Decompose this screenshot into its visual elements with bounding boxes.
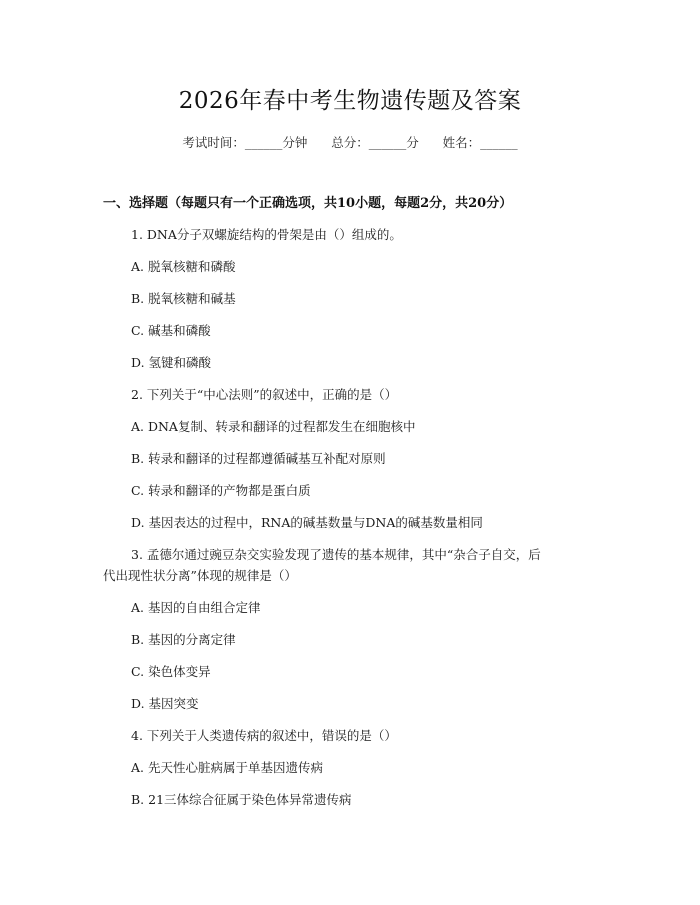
question-4-option-b: B. 21三体综合征属于染色体异常遗传病 [131,792,352,807]
exam-meta-line: 考试时间：______分钟 总分：______分 姓名：______ [182,135,518,150]
question-4-option-a: A. 先天性心脏病属于单基因遗传病 [131,760,323,775]
question-3-stem: 3. 孟德尔通过豌豆杂交实验发现了遗传的基本规律，其中“杂合子自交，后 [131,547,541,562]
question-3-option-c: C. 染色体变异 [131,664,211,679]
question-1-option-c: C. 碱基和磷酸 [131,323,211,338]
question-4-stem: 4. 下列关于人类遗传病的叙述中，错误的是（） [131,728,397,743]
question-1-stem: 1. DNA分子双螺旋结构的骨架是由（）组成的。 [131,227,402,242]
question-2-option-c: C. 转录和翻译的产物都是蛋白质 [131,483,311,498]
question-2-option-a: A. DNA复制、转录和翻译的过程都发生在细胞核中 [131,419,416,434]
question-1-option-a: A. 脱氧核糖和磷酸 [131,259,236,274]
question-3-option-b: B. 基因的分离定律 [131,632,236,647]
question-2-option-d: D. 基因表达的过程中，RNA的碱基数量与DNA的碱基数量相同 [131,515,483,530]
question-3-option-a: A. 基因的自由组合定律 [131,600,261,615]
section-heading: 一、选择题（每题只有一个正确选项，共10小题，每题2分，共20分） [103,196,513,211]
question-2-stem: 2. 下列关于“中心法则”的叙述中，正确的是（） [131,387,398,402]
question-2-option-b: B. 转录和翻译的过程都遵循碱基互补配对原则 [131,451,386,466]
question-3-option-d: D. 基因突变 [131,696,199,711]
question-3-stem-continued: 代出现性状分离”体现的规律是（） [103,568,297,583]
question-1-option-b: B. 脱氧核糖和碱基 [131,291,236,306]
question-1-option-d: D. 氢键和磷酸 [131,355,212,370]
page-title: 2026年春中考生物遗传题及答案 [178,88,522,114]
